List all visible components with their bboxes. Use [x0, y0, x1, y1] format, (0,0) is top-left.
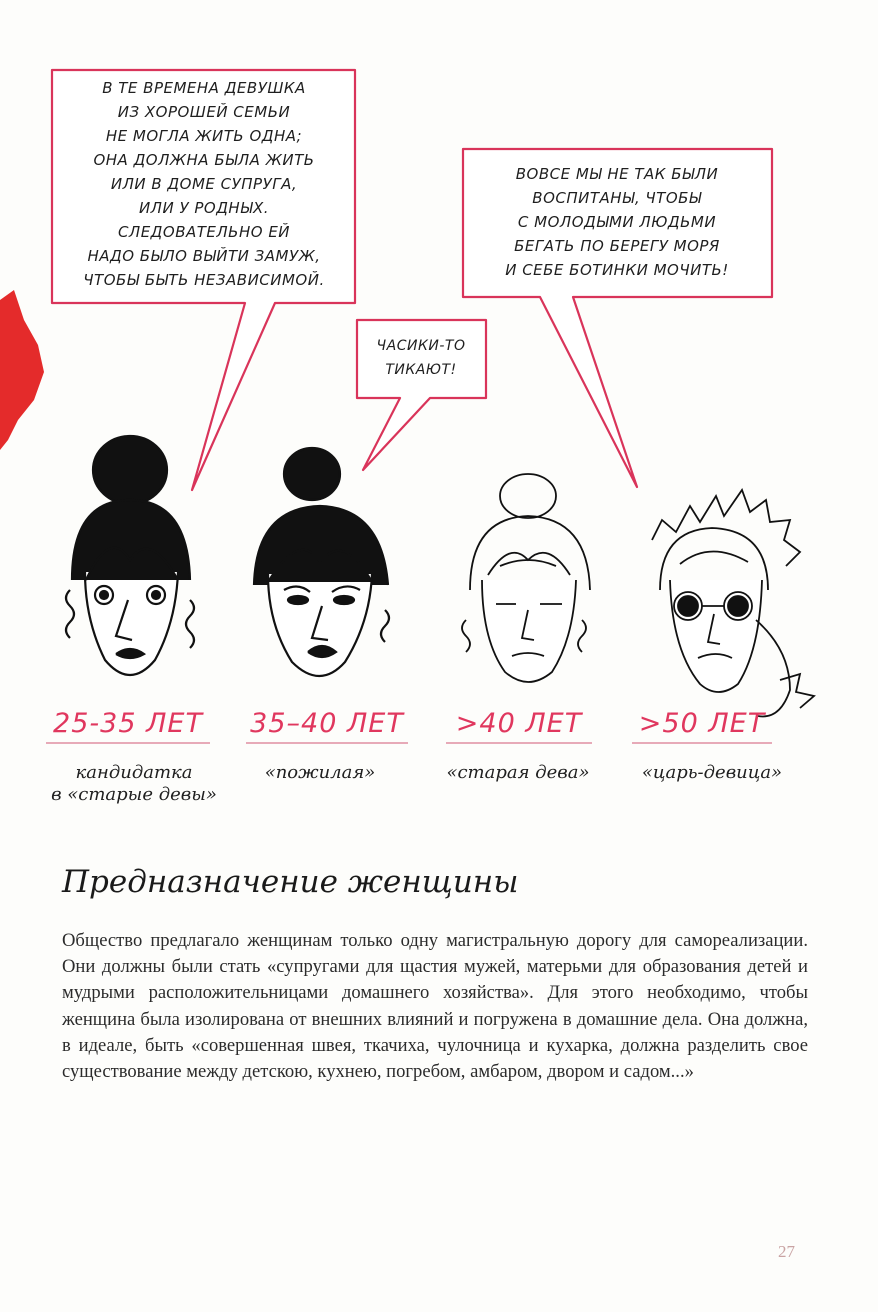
body-paragraph: Общество предлагало женщинам только одну магистральную дорогу для самореализации. Они должны были стать «супругами для щастия мужей, матерьми для образования детей и мудрыми расположительницами домашнего хозяйства». Для этого необходимо, чтобы женщина была изолирована от внешних влияний и погружена в домашние дела. Она должна, в идеале, быть «совершенная швея, ткачиха, чулочница и кухарка, должна разделить свое существование между детскою, кухнею, погребом, амбаром, двором и садом...» [62, 930, 808, 1083]
age-caption-3: «старая дева» [446, 762, 590, 783]
age-label-1: 25-35 ЛЕТ [53, 708, 203, 739]
age-label-3: >40 ЛЕТ [455, 708, 583, 739]
age-label-2: 35–40 ЛЕТ [250, 708, 404, 739]
bubble-right-text: ВОВСЕ МЫ НЕ ТАК БЫЛИ ВОСПИТАНЫ, ЧТОБЫ С МОЛОДЫМИ ЛЮДЬМИ БЕГАТЬ ПО БЕРЕГУ МОРЯ И СЕБЕ БОТИНКИ МОЧИТЬ! [505, 165, 729, 279]
age-caption-4: «царь-девица» [641, 762, 783, 783]
bubble-left-text: В ТЕ ВРЕМЕНА ДЕВУШКА ИЗ ХОРОШЕЙ СЕМЬИ НЕ МОГЛА ЖИТЬ ОДНА; ОНА ДОЛЖНА БЫЛА ЖИТЬ ИЛИ В ДОМЕ СУПРУГА, ИЛИ У РОДНЫХ. СЛЕДОВАТЕЛЬНО ЕЙ НАДО БЫЛО ВЫЙТИ ЗАМУЖ, ЧТОБЫ БЫТЬ НЕЗАВИСИМОЙ. [83, 79, 325, 289]
section-title: Предназначение женщины [62, 864, 519, 900]
face-middle-aged-woman [254, 448, 389, 676]
page-number: 27 [778, 1242, 795, 1261]
face-old-maid [462, 474, 590, 682]
face-young-woman [66, 436, 194, 675]
age-caption-1: кандидатка в «старые девы» [51, 762, 217, 805]
age-caption-2: «пожилая» [264, 762, 376, 783]
bubble-middle-text: ЧАСИКИ-ТО ТИКАЮТ! [376, 338, 466, 378]
face-tsar-maiden [652, 490, 814, 716]
age-label-4: >50 ЛЕТ [638, 708, 766, 739]
